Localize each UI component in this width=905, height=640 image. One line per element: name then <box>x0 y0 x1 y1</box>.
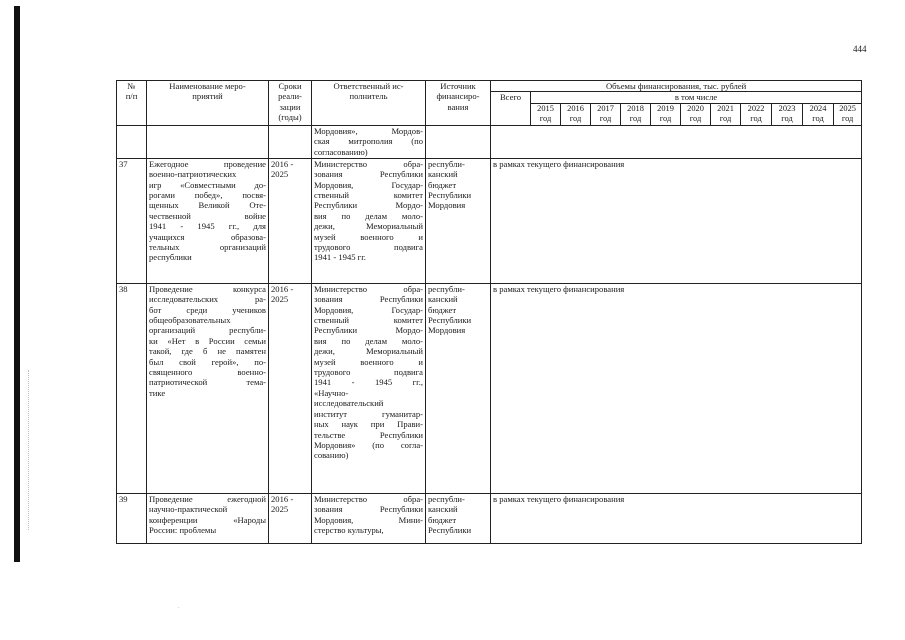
cell-line: организаций республи- <box>149 325 266 336</box>
cell-line: 2025 <box>271 169 289 180</box>
scan-artifact-dot: . <box>178 604 180 610</box>
cell-line: музей военного и <box>314 356 423 367</box>
source-cell <box>426 283 491 493</box>
responsible-cell <box>312 158 426 283</box>
cell-line: зования Республики <box>314 504 423 515</box>
terms-cell <box>269 125 312 158</box>
cell-line: 2025 <box>271 504 289 515</box>
cell-line: священного военно- <box>149 367 266 378</box>
cell-line: вия по делам моло- <box>314 335 423 346</box>
cell-line: научно-практической <box>149 504 228 515</box>
header-year: 2015 год <box>531 103 561 125</box>
header-year: 2024 год <box>803 103 834 125</box>
event-name-cell <box>147 158 269 283</box>
cell-line: конференции «Народы <box>149 514 266 525</box>
header-col-responsible: Ответственный ис- полнитель <box>312 81 426 126</box>
cell-line: исследовательский <box>314 398 384 409</box>
cell-line: тельных организаций <box>149 242 266 253</box>
financing-cell: в рамках текущего финансирования <box>491 283 862 493</box>
cell-line: институт гуманитар- <box>314 408 423 419</box>
header-year: 2016 год <box>561 103 591 125</box>
cell-line: тике <box>149 387 166 398</box>
cell-line: зования Республики <box>314 294 423 305</box>
table-row <box>117 493 862 543</box>
cell-line: канский <box>428 504 458 515</box>
cell-line: «Научно- <box>314 387 349 398</box>
header-col-name: Наименование меро- приятий <box>147 81 269 126</box>
cell-line: щенных Великой Оте- <box>149 200 266 211</box>
cell-line: Министерство обра- <box>314 158 423 169</box>
responsible-cell <box>312 493 426 543</box>
cell-line: бот среди учеников <box>149 304 266 315</box>
cell-line: Мордовия <box>428 200 466 211</box>
cell-line: 2016 - <box>271 158 294 169</box>
cell-line: канский <box>428 169 458 180</box>
terms-cell <box>269 283 312 493</box>
cell-line: исследовательских ра- <box>149 294 266 305</box>
source-cell <box>426 125 491 158</box>
cell-line: Республики <box>428 315 472 326</box>
cell-line: бюджет <box>428 304 457 315</box>
table-row <box>117 158 862 283</box>
cell-line: ственный комитет <box>314 190 423 201</box>
financing-cell: в рамках текущего финансирования <box>491 158 862 283</box>
responsible-cell <box>312 283 426 493</box>
cell-line: патриотической тема- <box>149 377 266 388</box>
cell-line: Мордовия», Мордов- <box>314 125 423 136</box>
cell-line: республи- <box>428 493 465 504</box>
cell-line: общеобразовательных <box>149 315 231 326</box>
page-number: 444 <box>853 44 867 54</box>
cell-line: Министерство обра- <box>314 493 423 504</box>
header-year: 2022 год <box>741 103 772 125</box>
cell-line: 1941 - 1945 гг., для <box>149 221 266 232</box>
cell-line: игр «Совместными до- <box>149 179 266 190</box>
header-year: 2021 год <box>711 103 741 125</box>
cell-line: ки «Нет в России семьи <box>149 335 266 346</box>
cell-line: музей военного и <box>314 231 423 242</box>
row-number: 37 <box>117 158 147 283</box>
header-col-volumes: Объемы финансирования, тыс. рублей <box>491 81 862 92</box>
cell-line: дежи, Мемориальный <box>314 346 423 357</box>
table-row <box>117 125 862 158</box>
cell-line: дежи, Мемориальный <box>314 221 423 232</box>
table-row <box>117 283 862 493</box>
cell-line: военно-патриотических <box>149 169 237 180</box>
cell-line: 2016 - <box>271 283 294 294</box>
scan-edge-bar <box>14 6 20 562</box>
terms-cell <box>269 158 312 283</box>
cell-line: 1941 - 1945 гг. <box>314 252 366 263</box>
header-year: 2020 год <box>681 103 711 125</box>
program-table <box>116 80 862 544</box>
event-name-cell <box>147 493 269 543</box>
cell-line: рогами побед», посвя- <box>149 190 266 201</box>
cell-line: республи- <box>428 158 465 169</box>
cell-line: республики <box>149 252 192 263</box>
header-col-source: Источник финансиро- вания <box>426 81 491 126</box>
cell-line: Республики Мордо- <box>314 325 423 336</box>
cell-line: ных наук при Прави- <box>314 419 423 430</box>
header-col-incl: в том числе <box>531 92 862 103</box>
cell-line: согласованию) <box>314 146 368 157</box>
cell-line: Республики Мордо- <box>314 200 423 211</box>
cell-line: канский <box>428 294 458 305</box>
cell-line: чественной войне <box>149 210 266 221</box>
financing-cell: в рамках текущего финансирования <box>491 493 862 543</box>
source-cell <box>426 158 491 283</box>
cell-line: Мордовия, Мини- <box>314 514 423 525</box>
cell-line: Мордовия, Государ- <box>314 179 423 190</box>
table-body <box>117 125 862 543</box>
cell-line: 2016 - <box>271 493 294 504</box>
cell-line: Республики <box>428 190 472 201</box>
header-col-total: Всего <box>491 92 531 125</box>
header-col-terms: Сроки реали- зации (годы) <box>269 81 312 126</box>
cell-line: стерство культуры, <box>314 525 384 536</box>
source-cell <box>426 493 491 543</box>
cell-line: трудового подвига <box>314 242 423 253</box>
header-year: 2023 год <box>772 103 803 125</box>
cell-line: бюджет <box>428 514 457 525</box>
row-number: 39 <box>117 493 147 543</box>
header-year: 2019 год <box>651 103 681 125</box>
event-name-cell <box>147 283 269 493</box>
table-header <box>117 81 862 126</box>
row-number <box>117 125 147 158</box>
header-year: 2017 год <box>591 103 621 125</box>
cell-line: сованию) <box>314 450 349 461</box>
cell-line: тельстве Республики <box>314 429 423 440</box>
cell-line: Республики <box>428 525 472 536</box>
cell-line: Проведение ежегодной <box>149 493 266 504</box>
responsible-cell <box>312 125 426 158</box>
header-col-no: № п/п <box>117 81 147 126</box>
cell-line: трудового подвига <box>314 367 423 378</box>
cell-line: был свой герой», по- <box>149 356 266 367</box>
cell-line: Ежегодное проведение <box>149 158 266 169</box>
cell-line: Мордовия» (по согла- <box>314 439 423 450</box>
cell-line: 2025 <box>271 294 289 305</box>
cell-line: такой, где б не памятен <box>149 346 266 357</box>
cell-line: вия по делам моло- <box>314 210 423 221</box>
cell-line: Министерство обра- <box>314 283 423 294</box>
header-year: 2025 год <box>834 103 862 125</box>
cell-line: учащихся образова- <box>149 231 266 242</box>
cell-line: республи- <box>428 283 465 294</box>
cell-line: ская митрополия (по <box>314 136 423 147</box>
cell-line: бюджет <box>428 179 457 190</box>
cell-line: Мордовия, Государ- <box>314 304 423 315</box>
header-year: 2018 год <box>621 103 651 125</box>
cell-line: 1941 - 1945 гг., <box>314 377 423 388</box>
cell-line: зования Республики <box>314 169 423 180</box>
row-number: 38 <box>117 283 147 493</box>
financing-cell <box>491 125 862 158</box>
event-name-cell <box>147 125 269 158</box>
cell-line: Проведение конкурса <box>149 283 266 294</box>
scan-artifact-line <box>28 370 30 530</box>
cell-line: Мордовия <box>428 325 466 336</box>
cell-line: России: проблемы <box>149 525 217 536</box>
terms-cell <box>269 493 312 543</box>
cell-line: ственный комитет <box>314 315 423 326</box>
